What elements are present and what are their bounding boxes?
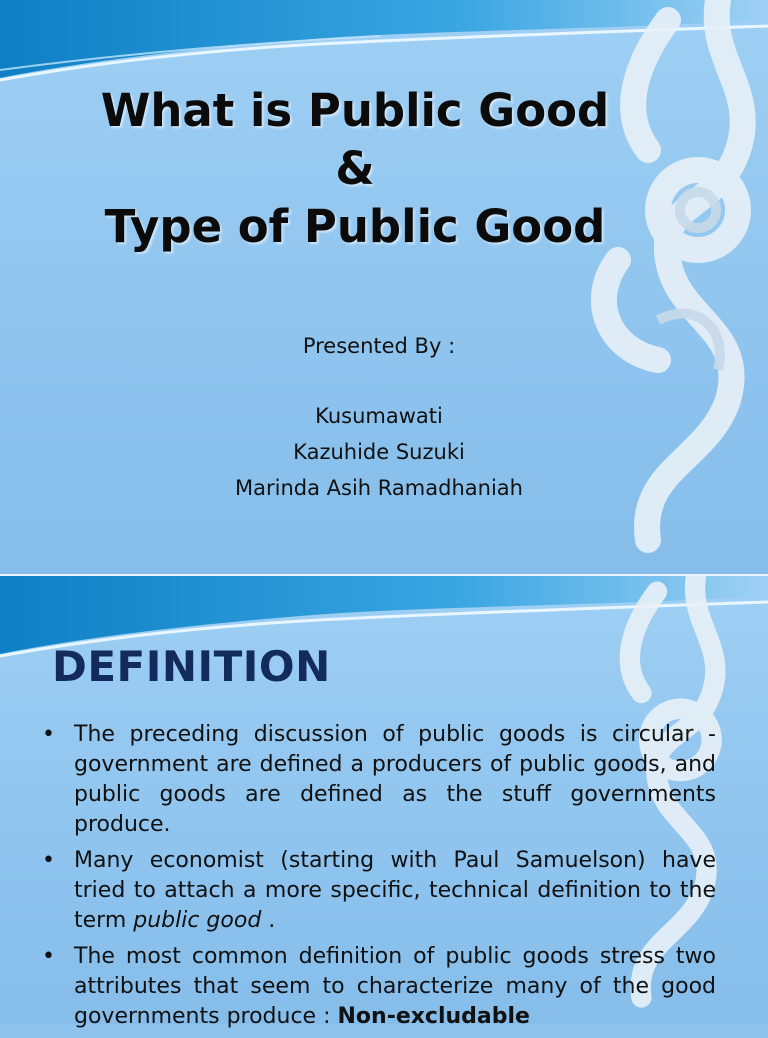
title-line: &: [335, 142, 375, 195]
presenter-name: Marinda Asih Ramadhaniah: [235, 476, 523, 500]
list-item: [40, 720, 716, 840]
bullet-text: The most common definition of public goods stress two attributes that seem to characterize many of the good governments produce :: [74, 944, 716, 1029]
bullet-bold-term: Non-excludable: [337, 1004, 530, 1029]
bullet-italic-term: public good: [133, 908, 262, 933]
title-line: What is Public Good: [100, 84, 610, 137]
bullet-icon: •: [42, 848, 55, 873]
bullet-icon: •: [42, 944, 55, 969]
bullet-list: [40, 720, 716, 1038]
section-heading: DEFINITION: [52, 642, 331, 691]
title-line: Type of Public Good: [104, 200, 606, 253]
presenter-name: Kusumawati: [315, 404, 443, 428]
bullet-text: Many economist (starting with Paul Samuelson) have tried to attach a more specific, technical definition to the term: [74, 848, 716, 933]
presenter-name: Kazuhide Suzuki: [293, 440, 465, 464]
bullet-text-end: .: [261, 908, 276, 933]
slide-title: [80, 82, 630, 256]
presented-by-label: Presented By :: [302, 334, 456, 358]
list-item: [40, 846, 716, 936]
list-item: [40, 942, 716, 1032]
bullet-icon: •: [42, 722, 55, 747]
presenter-list: [0, 398, 758, 506]
bullet-text: The preceding discussion of public goods is circular - government are defined a producers of public goods, and public goods are defined as the stuff governments produce.: [74, 722, 716, 837]
